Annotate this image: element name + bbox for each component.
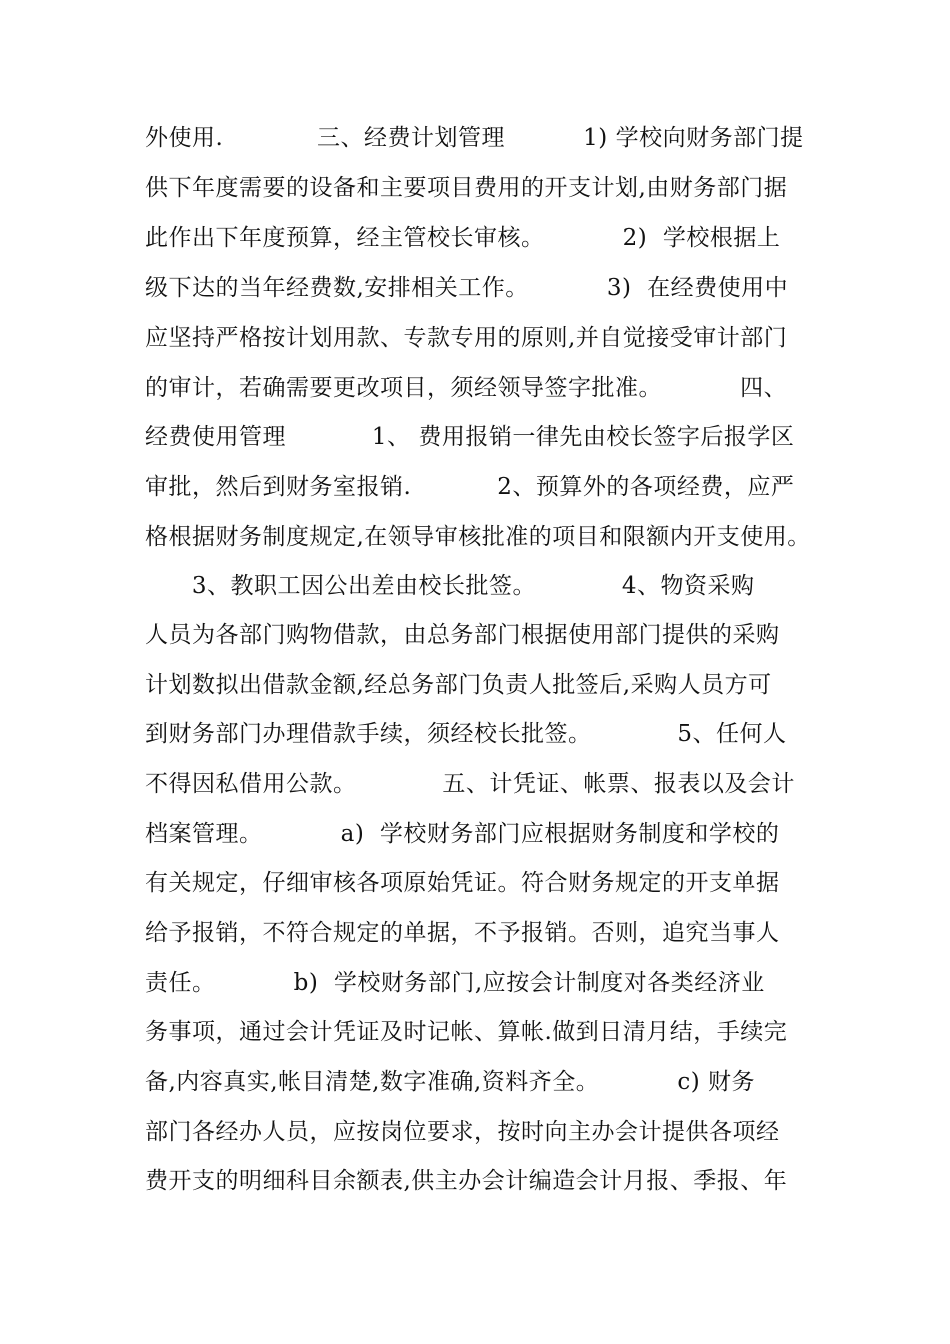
text-line: 级下达的当年经费数,安排相关工作。 3) 在经费使用中 [145, 275, 789, 301]
text-line: 经费使用管理 1、 费用报销一律先由校长签字后报学区 [145, 424, 795, 450]
text-line: 人员为各部门购物借款，由总务部门根据使用部门提供的采购 [145, 622, 780, 648]
text-line: 不得因私借用公款。 五、计凭证、帐票、报表以及会计 [145, 771, 795, 797]
text-line: 计划数拟出借款金额,经总务部门负责人批签后,采购人员方可 [145, 672, 772, 698]
text-line: 有关规定，仔细审核各项原始凭证。符合财务规定的开支单据 [145, 870, 780, 896]
text-line: 此作出下年度预算，经主管校长审核。 2) 学校根据上 [145, 225, 781, 251]
text-line: 应坚持严格按计划用款、专款专用的原则,并自觉接受审计部门 [145, 325, 788, 351]
text-line: 供下年度需要的设备和主要项目费用的开支计划,由财务部门据 [145, 175, 788, 201]
text-line: 责任。 b) 学校财务部门,应按会计制度对各类经济业 [145, 970, 765, 996]
text-line: 的审计，若确需要更改项目，须经领导签字批准。 四、 [145, 375, 788, 401]
text-line: 部门各经办人员，应按岗位要求，按时向主办会计提供各项经 [145, 1119, 780, 1145]
text-line: 费开支的明细科目余额表,供主办会计编造会计月报、季报、年 [145, 1168, 788, 1194]
text-line: 档案管理。 a) 学校财务部门应根据财务制度和学校的 [145, 821, 780, 847]
text-line: 到财务部门办理借款手续，须经校长批签。 5、任何人 [145, 721, 787, 747]
text-line: 务事项，通过会计凭证及时记帐、算帐.做到日清月结，手续完 [145, 1019, 788, 1045]
text-line: 备,内容真实,帐目清楚,数字准确,资料齐全。 c) 财务 [145, 1069, 756, 1095]
text-line: 3、教职工因公出差由校长批签。 4、物资采购 [145, 573, 755, 599]
text-line: 格根据财务制度规定,在领导审核批准的项目和限额内开支使用。 [145, 524, 811, 550]
text-line: 外使用. 三、经费计划管理 1) 学校向财务部门提 [145, 125, 804, 151]
text-line: 给予报销，不符合规定的单据，不予报销。否则，追究当事人 [145, 920, 780, 946]
text-line: 审批，然后到财务室报销. 2、预算外的各项经费，应严 [145, 474, 795, 500]
